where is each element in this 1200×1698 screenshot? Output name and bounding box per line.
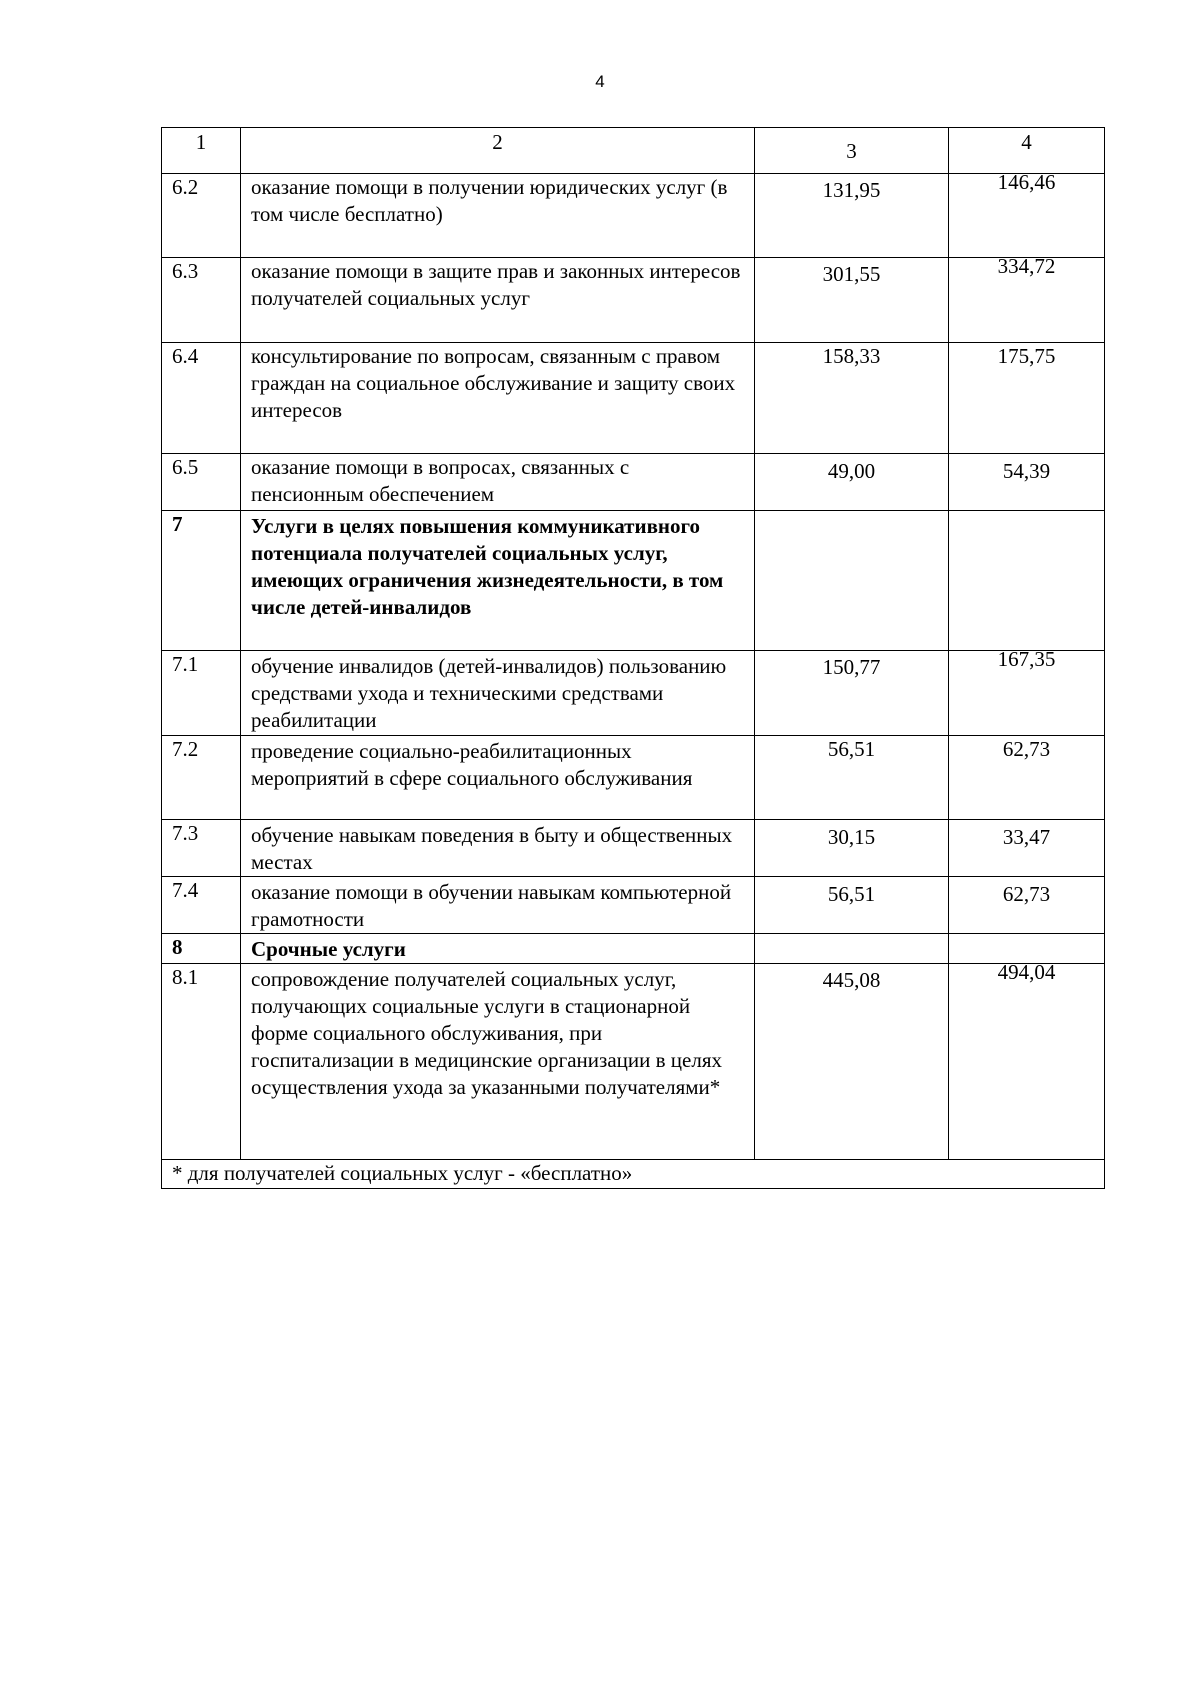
value-col-4: 62,73	[949, 736, 1105, 820]
value-col-4: 334,72	[949, 258, 1105, 343]
table-row	[162, 877, 1105, 934]
column-header-2: 2	[241, 128, 755, 174]
table-header-row	[162, 128, 1105, 174]
value-col-3	[755, 511, 949, 651]
row-number: 7.3	[162, 820, 241, 877]
value-col-4: 33,47	[949, 820, 1105, 877]
footnote: * для получателей социальных услуг - «бесплатно»	[162, 1160, 1105, 1189]
value-col-3: 150,77	[755, 651, 949, 736]
section-row	[162, 934, 1105, 964]
value-col-4: 62,73	[949, 877, 1105, 934]
value-col-3: 56,51	[755, 736, 949, 820]
section-title: Услуги в целях повышения коммуникативного потенциала получателей социальных услуг, имеющих ограничения жизнедеятельности, в том числе детей-инвалидов	[241, 511, 755, 651]
section-title: Срочные услуги	[241, 934, 755, 964]
service-name: оказание помощи в вопросах, связанных с пенсионным обеспечением	[241, 454, 755, 511]
value-col-4: 54,39	[949, 454, 1105, 511]
service-name: проведение социально-реабилитационных мероприятий в сфере социального обслуживания	[241, 736, 755, 820]
row-number: 6.3	[162, 258, 241, 343]
row-number: 7.4	[162, 877, 241, 934]
column-header-3: 3	[755, 128, 949, 174]
value-col-3: 49,00	[755, 454, 949, 511]
value-col-3: 445,08	[755, 964, 949, 1160]
service-name: обучение навыкам поведения в быту и общественных местах	[241, 820, 755, 877]
value-col-4: 146,46	[949, 174, 1105, 258]
row-number: 7.1	[162, 651, 241, 736]
section-row	[162, 511, 1105, 651]
service-name: оказание помощи в обучении навыкам компьютерной грамотности	[241, 877, 755, 934]
service-name: консультирование по вопросам, связанным с правом граждан на социальное обслуживание и защиту своих интересов	[241, 343, 755, 454]
value-col-3: 301,55	[755, 258, 949, 343]
row-number: 8.1	[162, 964, 241, 1160]
value-col-3: 56,51	[755, 877, 949, 934]
value-col-4	[949, 511, 1105, 651]
service-name: оказание помощи в получении юридических услуг (в том числе бесплатно)	[241, 174, 755, 258]
table-row	[162, 174, 1105, 258]
section-number: 8	[162, 934, 241, 964]
value-col-3: 131,95	[755, 174, 949, 258]
table-row	[162, 964, 1105, 1160]
row-number: 6.2	[162, 174, 241, 258]
row-number: 6.5	[162, 454, 241, 511]
column-header-1: 1	[162, 128, 241, 174]
table-row	[162, 454, 1105, 511]
column-header-4: 4	[949, 128, 1105, 174]
footnote-row	[162, 1160, 1105, 1189]
service-name: обучение инвалидов (детей-инвалидов) пользованию средствами ухода и техническими средствами реабилитации	[241, 651, 755, 736]
tariff-table	[161, 127, 1105, 1189]
value-col-4: 494,04	[949, 964, 1105, 1160]
value-col-3	[755, 934, 949, 964]
table-row	[162, 736, 1105, 820]
service-name: оказание помощи в защите прав и законных интересов получателей социальных услуг	[241, 258, 755, 343]
table-row	[162, 258, 1105, 343]
value-col-3: 30,15	[755, 820, 949, 877]
row-number: 6.4	[162, 343, 241, 454]
table-row	[162, 343, 1105, 454]
value-col-4	[949, 934, 1105, 964]
table-row	[162, 820, 1105, 877]
value-col-4: 167,35	[949, 651, 1105, 736]
value-col-4: 175,75	[949, 343, 1105, 454]
service-name: сопровождение получателей социальных услуг, получающих социальные услуги в стационарной форме социального обслуживания, при госпитализации в медицинские организации в целях осуществления ухода за указанными получателями*	[241, 964, 755, 1160]
row-number: 7.2	[162, 736, 241, 820]
value-col-3: 158,33	[755, 343, 949, 454]
page-number: 4	[595, 72, 605, 91]
table-row	[162, 651, 1105, 736]
section-number: 7	[162, 511, 241, 651]
